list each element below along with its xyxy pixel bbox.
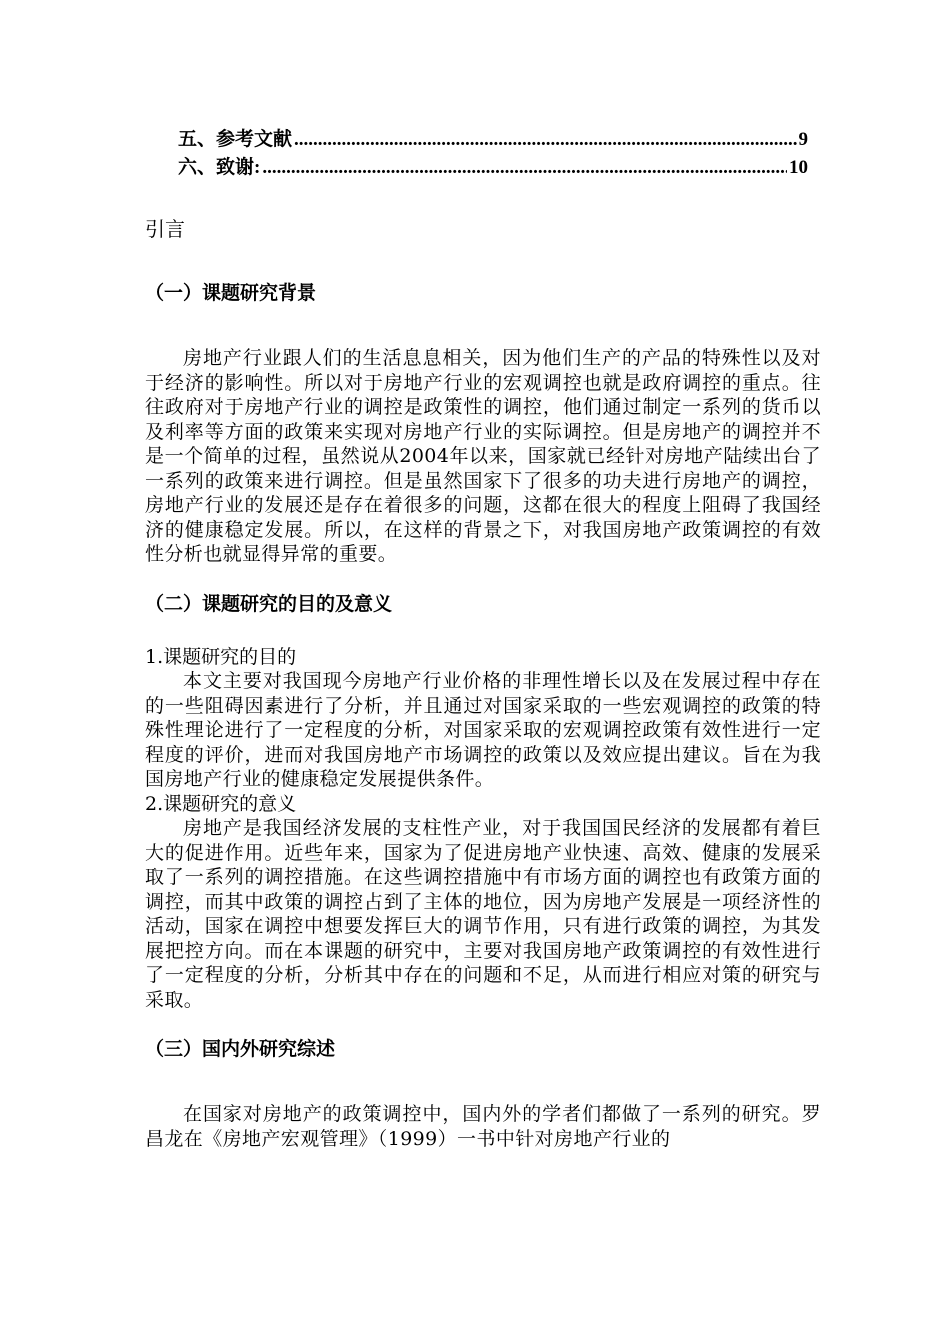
spacer <box>145 619 821 645</box>
paragraph-purpose: 本文主要对我国现今房地产行业价格的非理性增长以及在发展过程中存在的一些阻碍因素进行了分析，并且通过对国家采取的一些宏观调控的政策的特殊性理论进行了一定程度的分析，对国家采取的宏观调控政策有效性进行一定程度的评价，进而对我国房地产市场调控的政策以及效应提出建议。旨在为我国房地产行业的健康稳定发展提供条件。 <box>145 670 821 790</box>
toc-leader-dots <box>294 129 796 151</box>
paragraph-background: 房地产行业跟人们的生活息息相关，因为他们生产的产品的特殊性以及对于经济的影响性。所以对于房地产行业的宏观调控也就是政府调控的重点。往往政府对于房地产行业的调控是政策性的调控，他们通过制定一系列的货币以及利率等方面的政策来实现对房地产行业的实际调控。但是房地产的调控并不是一个简单的过程，虽然说从2004年以来，国家就已经针对房地产陆续出台了一系列的政策来进行调控。但是虽然国家下了很多的功夫进行房地产的调控，房地产行业的发展还是存在着很多的问题，这都在很大的程度上阻碍了我国经济的健康稳定发展。所以，在这样的背景之下，对我国房地产政策调控的有效性分析也就显得异常的重要。 <box>145 347 821 565</box>
toc-entry-page: 9 <box>798 129 808 150</box>
document-body <box>145 214 821 1151</box>
table-of-contents <box>178 124 808 180</box>
toc-entry-label: 六、致谢: <box>178 157 261 178</box>
toc-entry[interactable] <box>178 124 808 152</box>
subheading-significance: 2.课题研究的意义 <box>145 792 297 815</box>
toc-entry-label: 五、参考文献 <box>178 129 293 150</box>
spacer <box>145 1012 821 1034</box>
toc-entry-page: 10 <box>789 157 808 178</box>
toc-leader-dots <box>262 157 787 179</box>
section-heading-purpose: （二）课题研究的目的及意义 <box>145 592 393 615</box>
spacer <box>145 567 821 589</box>
subheading-purpose: 1.课题研究的目的 <box>145 645 297 668</box>
introduction-title: 引言 <box>145 217 185 241</box>
toc-entry[interactable] <box>178 152 808 180</box>
spacer <box>145 1064 821 1102</box>
section-heading-literature-review: （三）国内外研究综述 <box>145 1038 336 1060</box>
spacer <box>145 308 821 346</box>
section-heading-background: （一）课题研究背景 <box>145 282 317 304</box>
paragraph-literature-review: 在国家对房地产的政策调控中，国内外的学者们都做了一系列的研究。罗昌龙在《房地产宏观管理》（1999）一书中针对房地产行业的 <box>145 1103 821 1150</box>
paragraph-significance: 房地产是我国经济发展的支柱性产业，对于我国国民经济的发展都有着巨大的促进作用。近些年来，国家为了促进房地产业快速、高效、健康的发展采取了一系列的调控措施。在这些调控措施中有市场方面的调控也有政策方面的调控，而其中政策的调控占到了主体的地位，因为房地产发展是一项经济性的活动，国家在调控中想要发挥巨大的调节作用，只有进行政策的调控，为其发展把控方向。而在本课题的研究中，主要对我国房地产政策调控的有效性进行了一定程度的分析，分析其中存在的问题和不足，从而进行相应对策的研究与采取。 <box>145 817 821 1011</box>
